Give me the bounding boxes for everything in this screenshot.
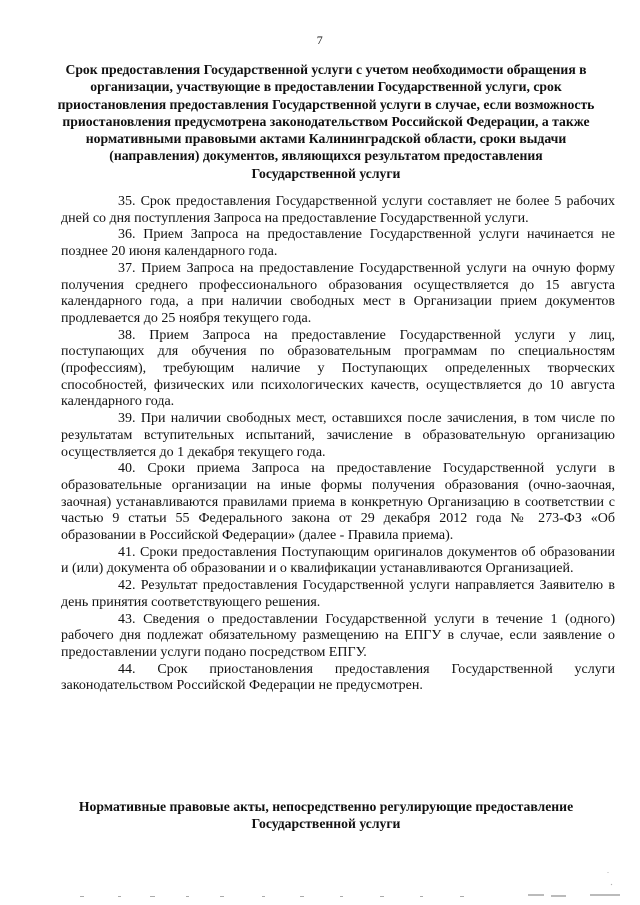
section-heading-legal-acts: Нормативные правовые акты, непосредственно регулирующие предоставление Государственной услуги <box>78 799 574 832</box>
paragraph-39: 39. При наличии свободных мест, оставшихся после зачисления, в том числе по результатам вступительных испытаний, зачисление в образовательную организацию осуществляется до 1 декабря текущего года. <box>61 411 615 460</box>
paragraph-43: 43. Сведения о предоставлении Государственной услуги в течение 1 (одного) рабочего дня подлежат обязательному размещению на ЕПГУ в случае, если заявление о предоставлении услуги подано посредством ЕПГУ. <box>61 611 615 660</box>
paragraph-40: 40. Сроки приема Запроса на предоставление Государственной услуги в образовательные организации на иные формы получения образования (очно-заочная, заочная) устанавливаются правилами приема в конкретную Организацию в соответствии с частью 9 статьи 55 Федерального закона от 29 декабря 2012 года № 273-ФЗ «Об образовании в Российской Федерации» (далее - Правила приема). <box>61 461 615 544</box>
paragraph-36: 36. Прием Запроса на предоставление Государственной услуги начинается не позднее 20 июня календарного года. <box>61 227 615 260</box>
page-number: 7 <box>316 33 324 47</box>
section-heading-deadlines: Срок предоставления Государственной услуги с учетом необходимости обращения в организации, участвующие в предоставлении Государственной услуги, срок приостановления предоставления Государственной услуги в случае, если возможность приостановления предусмотрена законодательством Российской Федерации, а также нормативными правовыми актами Калининградской области, сроки выдачи (направления) документов, являющихся результатом предоставления Государственной услуги <box>57 62 595 181</box>
paragraph-37: 37. Прием Запроса на предоставление Государственной услуги на очную форму получения среднего профессионального образования осуществляется до 15 августа календарного года, а при наличии свободных мест в Организации прием документов продлевается до 25 ноября текущего года. <box>61 260 615 326</box>
paragraph-38: 38. Прием Запроса на предоставление Государственной услуги у лиц, поступающих для обучения по образовательным программам по специальностям (профессиям), требующим наличие у Поступающих определенных творческих способностей, физических или психологических качеств, осуществляется до 10 августа календарного года. <box>61 327 615 410</box>
paragraph-44: 44. Срок приостановления предоставления Государственной услуги законодательством Российской Федерации не предусмотрен. <box>61 661 615 694</box>
scan-noise <box>0 870 640 905</box>
paragraph-35: 35. Срок предоставления Государственной услуги составляет не более 5 рабочих дней со дня поступления Запроса на предоставление Государственной услуги. <box>61 194 615 226</box>
paragraph-42: 42. Результат предоставления Государственной услуги направляется Заявителю в день принятия соответствующего решения. <box>61 578 615 610</box>
paragraph-41: 41. Сроки предоставления Поступающим оригиналов документов об образовании и (или) документа об образовании и о квалификации устанавливаются Организацией. <box>61 544 615 577</box>
document-body <box>61 194 615 695</box>
